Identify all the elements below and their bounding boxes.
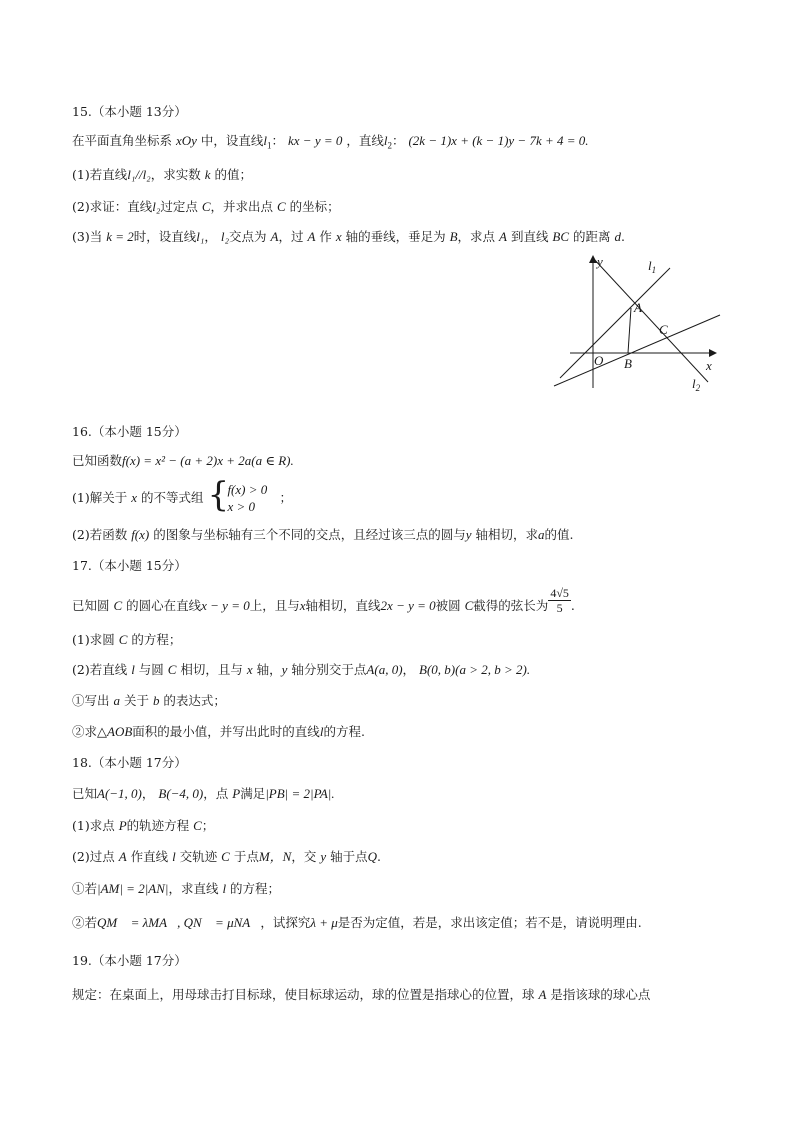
q19-header: 19.（本小题 17分） xyxy=(72,953,187,968)
q15-part3: (3)当 k = 2时，设直线l₁， l₂交点为 A，过 A 作 x 轴的垂线，垂足为 B，求点 A 到直线 BC 的距离 d. xyxy=(72,229,625,244)
label-y: y xyxy=(597,254,603,269)
label-a: A xyxy=(634,300,642,315)
q15-stem: 在平面直角坐标系 xOy 中，设直线$l_1$： kx − y = 0 ，直线$l_2$： (2k − 1)x + (k − 1)y − 7k + 4 = 0. xyxy=(72,133,589,151)
label-l2: $l_2$ xyxy=(692,376,701,393)
q16-header: 16.（本小题 15分） xyxy=(72,424,187,439)
q15-figure xyxy=(548,250,728,398)
line-l2 xyxy=(593,258,708,382)
q17-sub1: ①写出 a 关于 b 的表达式； xyxy=(72,693,226,708)
label-b: B xyxy=(624,356,632,371)
q18-part1: (1)求点 P的轨迹方程 C； xyxy=(72,818,215,833)
q17-sub2: ②求△AOB面积的最小值，并写出此时的直线l的方程. xyxy=(72,724,365,739)
q17-part1: (1)求圆 C 的方程； xyxy=(72,632,182,647)
q16-stem: 已知函数f(x) = x² − (a + 2)x + 2a(a ∈ R). xyxy=(72,453,294,468)
label-c: C xyxy=(659,322,668,337)
q18-header: 18.（本小题 17分） xyxy=(72,755,187,770)
q15-part1: (1)若直线l₁//l₂，求实数 k 的值； xyxy=(72,167,252,182)
inequality-system: { f(x) > 0 x > 0 xyxy=(207,474,268,515)
q16-part2: (2)若函数 f(x) 的图象与坐标轴有三个不同的交点，且经过该三点的圆与y 轴相切，求a的值. xyxy=(72,527,574,542)
q18-sub1: ①若|AM| = 2|AN|，求直线 l 的方程； xyxy=(72,881,281,896)
label-x: x xyxy=(706,358,712,373)
label-o: O xyxy=(594,353,604,368)
q16-part1: (1)解关于 x 的不等式组 { f(x) > 0 x > 0 ； xyxy=(72,480,292,516)
q19-stem: 规定：在桌面上，用母球击打目标球，使目标球运动，球的位置是指球心的位置，球 A 是指该球的球心点 xyxy=(72,987,651,1002)
q17-header: 17.（本小题 15分） xyxy=(72,558,187,573)
q15-header: 15.（本小题 13分） xyxy=(72,104,187,119)
q17-stem: 已知圆 C 的圆心在直线x − y = 0上，且与x轴相切，直线2x − y = 0被圆 C截得的弦长为 $\frac{4√5}{5}$ . xyxy=(72,586,575,615)
q15-part2: (2)求证：直线l₂过定点 C，并求出点 C 的坐标； xyxy=(72,199,340,214)
chord-length-fraction: $\frac{4√5}{5}$ xyxy=(550,586,569,615)
q17-part2: (2)若直线 l 与圆 C 相切，且与 x 轴，y 轴分别交于点A(a, 0)， B(0, b)(a > 2, b > 2). xyxy=(72,662,531,677)
perpendicular-ab xyxy=(628,308,631,353)
q18-part2: (2)过点 A 作直线 l 交轨迹 C 于点M，N，交 y 轴于点Q. xyxy=(72,849,381,864)
q18-sub2: ②若QM⃗ = λMA⃗, QN⃗ = μNA⃗，试探究λ + μ是否为定值，若是，求出该定值；若不是，请说明理由. xyxy=(72,915,642,930)
label-l1: $l_1$ xyxy=(648,258,657,275)
q18-stem: 已知A(−1, 0)， B(−4, 0)，点 P满足|PB| = 2|PA|. xyxy=(72,786,335,801)
